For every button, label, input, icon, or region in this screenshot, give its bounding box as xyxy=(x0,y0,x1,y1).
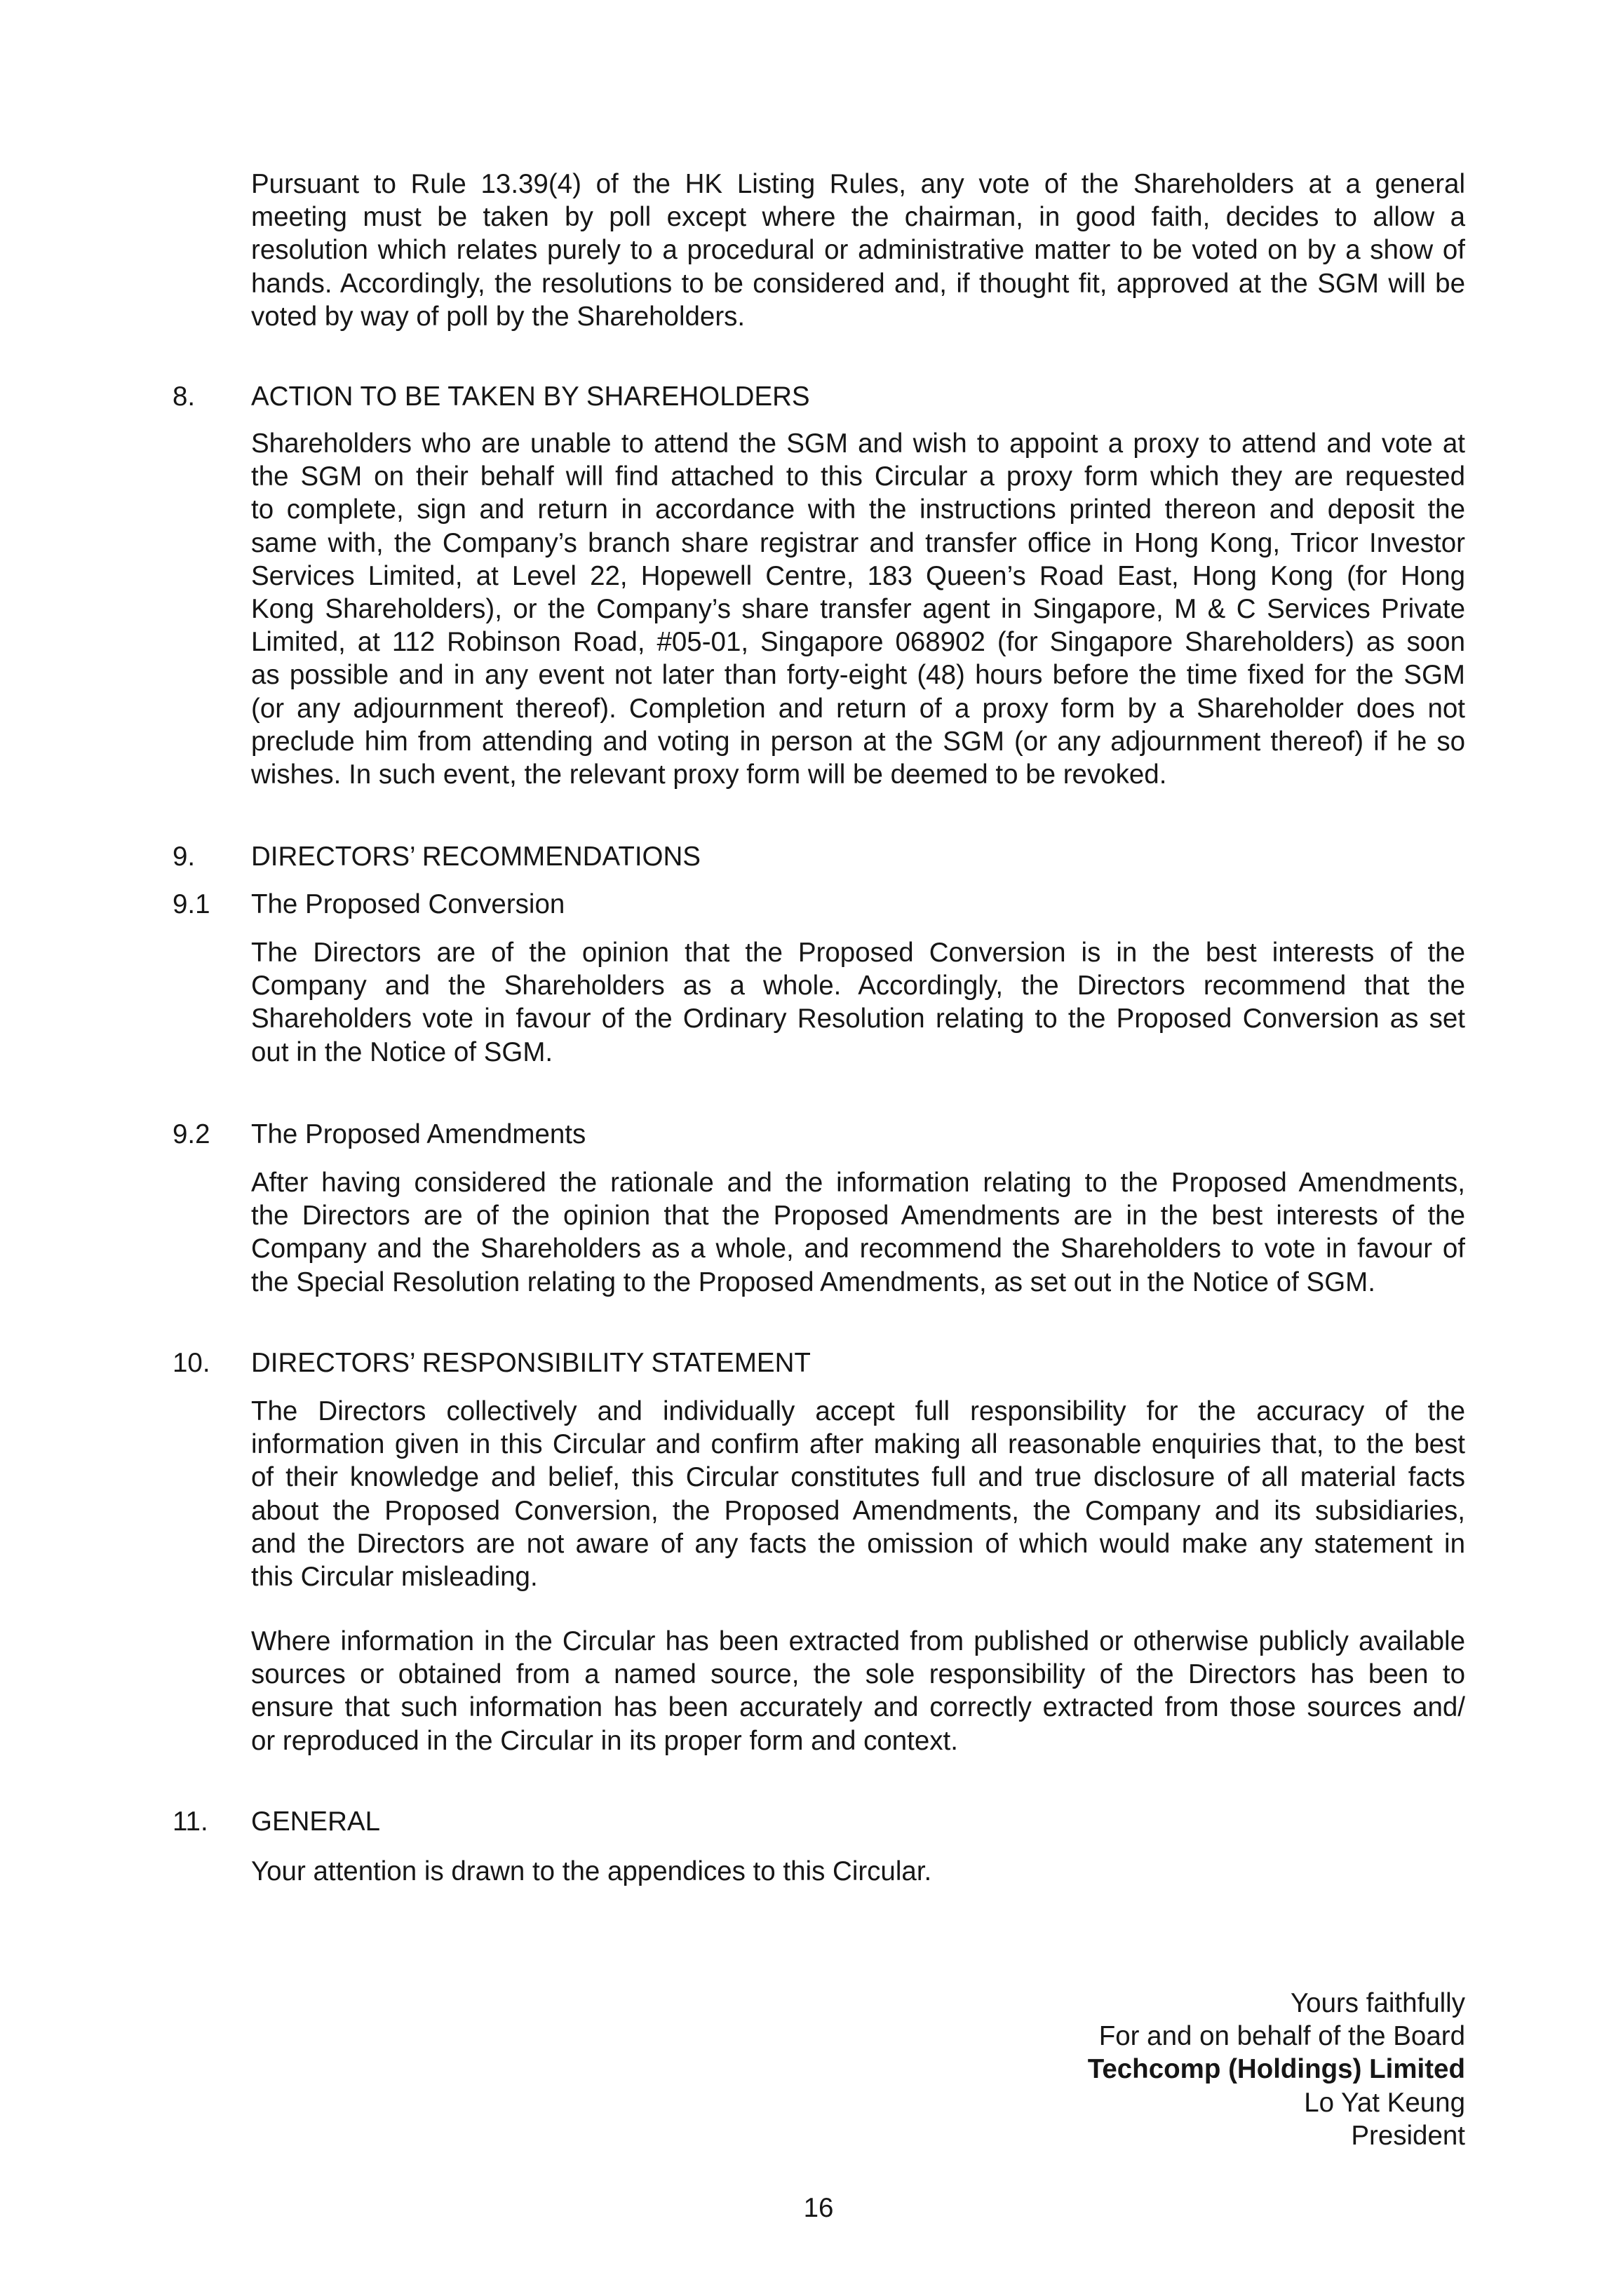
subsection-9-2-heading-row xyxy=(0,1118,1623,1151)
signature-block xyxy=(834,1987,1465,2152)
section-number: 9. xyxy=(173,842,196,872)
paragraph-line: or reproduced in the Circular in its proper form and context. xyxy=(251,1725,958,1756)
paragraph-line: The Directors are of the opinion that the Proposed Conversion is in the best interests of the xyxy=(251,938,1465,968)
subsection-number: 9.1 xyxy=(173,889,210,919)
paragraph-line: Shareholders who are unable to attend the SGM and wish to appoint a proxy to attend and vote at xyxy=(251,428,1465,459)
subsection-9-1-paragraph xyxy=(251,936,1465,1069)
paragraph-line: Kong Shareholders), or the Company’s share transfer agent in Singapore, M & C Services Private xyxy=(251,593,1465,624)
section-11-heading-row xyxy=(0,1805,1623,1838)
page-number: 16 xyxy=(803,2193,834,2223)
subsection-9-1-heading-row xyxy=(0,888,1623,921)
paragraph-line: Pursuant to Rule 13.39(4) of the HK Listing Rules, any vote of the Shareholders at a general xyxy=(251,169,1465,199)
paragraph-line: preclude him from attending and voting in person at the SGM (or any adjournment thereof) if he so xyxy=(251,726,1465,757)
paragraph-line: After having considered the rationale and the information relating to the Proposed Amendments, xyxy=(251,1168,1465,1198)
section-9-heading-row xyxy=(0,840,1623,873)
section-8-heading-row xyxy=(0,380,1623,413)
paragraph-line: same with, the Company’s branch share registrar and transfer office in Hong Kong, Tricor Investor xyxy=(251,527,1465,558)
subsection-9-2-paragraph xyxy=(251,1166,1465,1299)
paragraph-line: voted by way of poll by the Shareholders. xyxy=(251,301,746,332)
paragraph-line: The Directors collectively and individually accept full responsibility for the accuracy of the xyxy=(251,1396,1465,1426)
paragraph-line: Company and the Shareholders as a whole, and recommend the Shareholders to vote in favour of xyxy=(251,1234,1465,1264)
intro-paragraph xyxy=(251,168,1465,333)
paragraph-line: the Special Resolution relating to the Proposed Amendments, as set out in the Notice of SGM. xyxy=(251,1267,1375,1297)
signature-company: Techcomp (Holdings) Limited xyxy=(1087,2054,1465,2085)
paragraph-line: meeting must be taken by poll except where the chairman, in good faith, decides to allow a xyxy=(251,202,1465,233)
paragraph-line: out in the Notice of SGM. xyxy=(251,1036,553,1067)
paragraph-line: of their knowledge and belief, this Circular constitutes full and true disclosure of all material facts xyxy=(251,1462,1465,1493)
section-heading: DIRECTORS’ RESPONSIBILITY STATEMENT xyxy=(251,1348,811,1378)
subsection-heading: The Proposed Conversion xyxy=(251,889,565,919)
subsection-number: 9.2 xyxy=(173,1119,210,1149)
section-heading: GENERAL xyxy=(251,1807,381,1837)
paragraph-line: about the Proposed Conversion, the Proposed Amendments, the Company and its subsidiaries, xyxy=(251,1495,1465,1526)
section-number: 11. xyxy=(173,1807,208,1837)
paragraph-line: Where information in the Circular has been extracted from published or otherwise publicly available xyxy=(251,1626,1465,1656)
section-number: 8. xyxy=(173,381,196,412)
paragraph-line: (or any adjournment thereof). Completion and return of a proxy form by a Shareholder does not xyxy=(251,693,1465,724)
paragraph-line: information given in this Circular and confirm after making all reasonable enquiries that, to the best xyxy=(251,1429,1465,1460)
paragraph-line: resolution which relates purely to a procedural or administrative matter to be voted on by a show of xyxy=(251,235,1465,266)
signature-title: President xyxy=(1351,2120,1465,2151)
section-11-paragraph xyxy=(251,1855,1465,1888)
section-10-heading-row xyxy=(0,1346,1623,1379)
signature-closing: Yours faithfully xyxy=(1291,1988,1465,2018)
paragraph-line: Services Limited, at Level 22, Hopewell Centre, 183 Queen’s Road East, Hong Kong (for Hong xyxy=(251,560,1465,591)
paragraph-line: this Circular misleading. xyxy=(251,1561,538,1592)
paragraph-line: Company and the Shareholders as a whole. Accordingly, the Directors recommend that the xyxy=(251,971,1465,1001)
paragraph-line: hands. Accordingly, the resolutions to be considered and, if thought fit, approved at the SGM will be xyxy=(251,268,1465,299)
section-heading: DIRECTORS’ RECOMMENDATIONS xyxy=(251,842,701,872)
section-8-paragraph xyxy=(251,427,1465,791)
paragraph-line: Shareholders vote in favour of the Ordinary Resolution relating to the Proposed Conversion as set xyxy=(251,1004,1465,1034)
section-10-paragraph-1 xyxy=(251,1395,1465,1593)
paragraph-line: Your attention is drawn to the appendices to this Circular. xyxy=(251,1856,932,1886)
paragraph-line: Limited, at 112 Robinson Road, #05-01, Singapore 068902 (for Singapore Shareholders) as soon xyxy=(251,627,1465,658)
paragraph-line: the SGM on their behalf will find attached to this Circular a proxy form which they are requested xyxy=(251,461,1465,492)
section-10-paragraph-2 xyxy=(251,1625,1465,1757)
paragraph-line: ensure that such information has been accurately and correctly extracted from those sources and/ xyxy=(251,1692,1465,1723)
paragraph-line: and the Directors are not aware of any facts the omission of which would make any statement in xyxy=(251,1528,1465,1559)
subsection-heading: The Proposed Amendments xyxy=(251,1119,586,1149)
signature-name: Lo Yat Keung xyxy=(1304,2087,1465,2118)
paragraph-line: sources or obtained from a named source, the sole responsibility of the Directors has been to xyxy=(251,1659,1465,1690)
paragraph-line: as possible and in any event not later than forty-eight (48) hours before the time fixed for the SGM xyxy=(251,660,1465,691)
paragraph-line: to complete, sign and return in accordance with the instructions printed thereon and deposit the xyxy=(251,494,1465,525)
paragraph-line: the Directors are of the opinion that the Proposed Amendments are in the best interests of the xyxy=(251,1201,1465,1231)
paragraph-line: wishes. In such event, the relevant proxy form will be deemed to be revoked. xyxy=(251,759,1167,790)
section-number: 10. xyxy=(173,1348,210,1378)
section-heading: ACTION TO BE TAKEN BY SHAREHOLDERS xyxy=(251,381,810,412)
signature-on-behalf: For and on behalf of the Board xyxy=(1098,2021,1465,2052)
